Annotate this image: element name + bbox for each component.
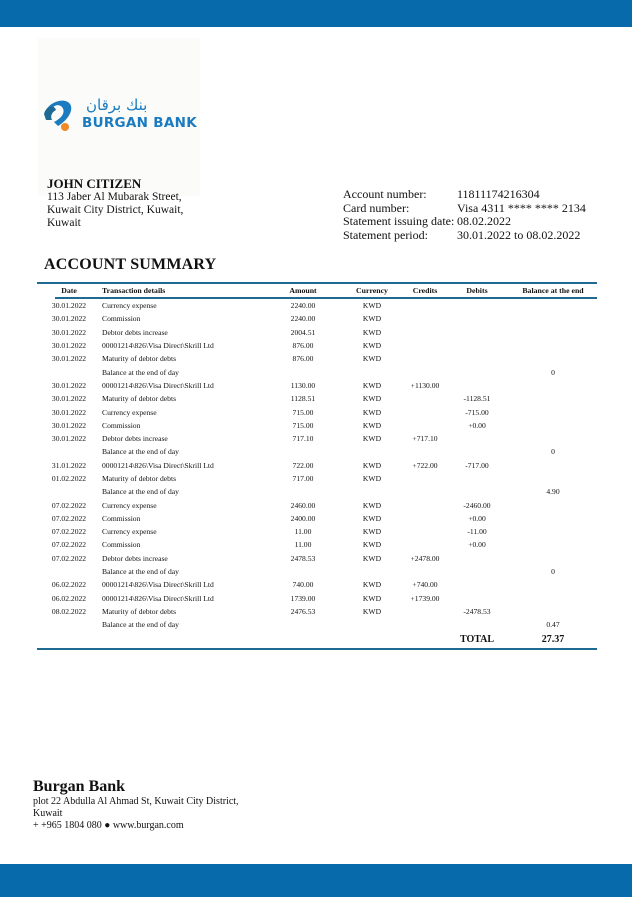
table-row bbox=[37, 472, 597, 485]
cell-credit: +2478.00 bbox=[410, 553, 440, 563]
account-summary-title: ACCOUNT SUMMARY bbox=[44, 256, 217, 273]
cell-date: 30.01.2022 bbox=[51, 407, 87, 417]
cell-date bbox=[37, 365, 101, 378]
cell-credit: +717.10 bbox=[412, 434, 438, 444]
burgan-logo-icon bbox=[42, 96, 78, 134]
cell-debit: -11.00 bbox=[467, 527, 487, 537]
cell-credit bbox=[405, 312, 445, 325]
table-row bbox=[37, 339, 597, 352]
cell-details: Balance at the end of day bbox=[102, 487, 179, 497]
table-row bbox=[37, 419, 597, 432]
cell-details: Commission bbox=[102, 420, 141, 430]
issuing-date-value: 08.02.2022 bbox=[457, 214, 511, 228]
cell-currency: KWD bbox=[362, 341, 382, 351]
footer-bank-name: Burgan Bank bbox=[33, 778, 126, 795]
statement-period-value: 30.01.2022 to 08.02.2022 bbox=[457, 227, 581, 242]
logo-arabic-text: بنك برقان bbox=[86, 96, 148, 114]
cell-balance bbox=[509, 459, 597, 472]
customer-block bbox=[47, 177, 183, 230]
cell-currency: KWD bbox=[362, 354, 382, 364]
cell-credit bbox=[405, 538, 445, 551]
cell-balance bbox=[509, 405, 597, 418]
transactions-table bbox=[37, 282, 597, 650]
cell-details: Commission bbox=[102, 513, 141, 523]
cell-credit bbox=[405, 299, 445, 312]
table-row bbox=[37, 352, 597, 365]
cell-balance bbox=[509, 512, 597, 525]
cell-credit bbox=[405, 498, 445, 511]
cell-details: 00001214\826\Visa Direct\Skrill Ltd bbox=[102, 580, 214, 590]
cell-debit: -715.00 bbox=[465, 407, 489, 417]
cell-date: 07.02.2022 bbox=[51, 540, 87, 550]
cell-balance bbox=[509, 299, 597, 312]
cell-balance bbox=[509, 392, 597, 405]
cell-date: 30.01.2022 bbox=[51, 354, 87, 364]
cell-debit bbox=[445, 365, 509, 378]
cell-debit: +0.00 bbox=[468, 540, 486, 550]
cell-details: Balance at the end of day bbox=[102, 367, 179, 377]
cell-details: Balance at the end of day bbox=[102, 620, 179, 630]
header-debits: Debits bbox=[466, 286, 488, 295]
cell-balance: 4.90 bbox=[546, 487, 560, 497]
bottom-footer-bar bbox=[0, 864, 632, 897]
cell-debit: -2478.53 bbox=[463, 606, 491, 616]
cell-balance: 0.47 bbox=[546, 620, 560, 630]
cell-date: 06.02.2022 bbox=[51, 593, 87, 603]
cell-credit: +722.00 bbox=[412, 460, 438, 470]
cell-debit: +0.00 bbox=[468, 513, 486, 523]
cell-details: Maturity of debtor debts bbox=[102, 606, 177, 616]
card-number-value: Visa 4311 **** **** 2134 bbox=[457, 200, 586, 215]
cell-debit bbox=[445, 432, 509, 445]
cell-date: 07.02.2022 bbox=[51, 527, 87, 537]
cell-details: Currency expense bbox=[102, 407, 157, 417]
footer-block bbox=[33, 778, 239, 832]
cell-debit bbox=[445, 312, 509, 325]
total-row bbox=[37, 631, 597, 647]
cell-date bbox=[37, 445, 101, 458]
cell-credit bbox=[405, 352, 445, 365]
balance-row bbox=[37, 618, 597, 631]
cell-debit bbox=[445, 565, 509, 578]
cell-amount: 2240.00 bbox=[290, 314, 316, 324]
cell-balance bbox=[509, 472, 597, 485]
header-credits: Credits bbox=[412, 286, 438, 295]
cell-currency: KWD bbox=[362, 380, 382, 390]
cell-details: 00001214\826\Visa Direct\Skrill Ltd bbox=[102, 341, 214, 351]
cell-credit bbox=[405, 512, 445, 525]
cell-details: Debtor debts increase bbox=[102, 553, 168, 563]
cell-balance bbox=[509, 419, 597, 432]
cell-amount: 2400.00 bbox=[290, 513, 316, 523]
cell-details: Commission bbox=[102, 314, 141, 324]
issuing-date-row bbox=[343, 215, 586, 229]
customer-address-line3: Kuwait bbox=[47, 217, 81, 229]
cell-details: Maturity of debtor debts bbox=[102, 394, 177, 404]
cell-amount: 1739.00 bbox=[290, 593, 316, 603]
cell-currency: KWD bbox=[362, 513, 382, 523]
cell-balance bbox=[509, 432, 597, 445]
customer-address-line2: Kuwait City District, Kuwait, bbox=[47, 204, 184, 216]
account-info bbox=[343, 188, 586, 242]
cell-debit bbox=[445, 472, 509, 485]
cell-credit bbox=[405, 445, 445, 458]
cell-date: 30.01.2022 bbox=[51, 380, 87, 390]
cell-balance bbox=[509, 379, 597, 392]
footer-address-line2: Kuwait bbox=[33, 808, 63, 819]
cell-currency: KWD bbox=[362, 434, 382, 444]
cell-balance bbox=[509, 339, 597, 352]
balance-row bbox=[37, 485, 597, 498]
cell-details: Balance at the end of day bbox=[102, 447, 179, 457]
cell-balance bbox=[509, 525, 597, 538]
statement-period-label: Statement period: bbox=[343, 227, 428, 242]
cell-details: 00001214\826\Visa Direct\Skrill Ltd bbox=[102, 593, 214, 603]
cell-amount: 2478.53 bbox=[290, 553, 316, 563]
header-amount: Amount bbox=[289, 286, 317, 295]
customer-address-line1: 113 Jaber Al Mubarak Street, bbox=[47, 191, 182, 203]
cell-debit bbox=[445, 592, 509, 605]
cell-balance bbox=[509, 592, 597, 605]
cell-currency bbox=[339, 565, 405, 578]
account-number-label: Account number: bbox=[343, 187, 427, 201]
cell-debit: +0.00 bbox=[468, 420, 486, 430]
table-row bbox=[37, 379, 597, 392]
cell-amount: 876.00 bbox=[292, 354, 314, 364]
table-row bbox=[37, 578, 597, 591]
table-row bbox=[37, 405, 597, 418]
cell-date: 30.01.2022 bbox=[51, 434, 87, 444]
cell-date bbox=[37, 565, 101, 578]
cell-currency: KWD bbox=[362, 407, 382, 417]
cell-amount bbox=[267, 565, 339, 578]
cell-currency: KWD bbox=[362, 527, 382, 537]
cell-date: 30.01.2022 bbox=[51, 341, 87, 351]
cell-credit bbox=[405, 392, 445, 405]
table-row bbox=[37, 432, 597, 445]
cell-balance bbox=[509, 352, 597, 365]
cell-amount: 2476.53 bbox=[290, 606, 316, 616]
cell-credit bbox=[405, 485, 445, 498]
cell-amount: 1130.00 bbox=[290, 380, 316, 390]
footer-contact: + +965 1804 080 ● www.burgan.com bbox=[33, 820, 184, 831]
cell-balance bbox=[509, 578, 597, 591]
table-row bbox=[37, 312, 597, 325]
cell-amount bbox=[267, 485, 339, 498]
cell-details: Debtor debts increase bbox=[102, 327, 168, 337]
cell-currency: KWD bbox=[362, 394, 382, 404]
cell-balance bbox=[509, 538, 597, 551]
cell-balance bbox=[509, 326, 597, 339]
issuing-date-label: Statement issuing date: bbox=[343, 214, 455, 228]
cell-currency: KWD bbox=[362, 606, 382, 616]
cell-date: 30.01.2022 bbox=[51, 420, 87, 430]
header-details: Transaction details bbox=[102, 286, 166, 295]
cell-details: Maturity of debtor debts bbox=[102, 354, 177, 364]
cell-balance: 0 bbox=[551, 567, 555, 577]
cell-details: Balance at the end of day bbox=[102, 567, 179, 577]
cell-date bbox=[37, 485, 101, 498]
customer-name: JOHN CITIZEN bbox=[47, 176, 142, 191]
cell-date: 07.02.2022 bbox=[51, 553, 87, 563]
cell-debit bbox=[445, 618, 509, 631]
cell-currency: KWD bbox=[362, 420, 382, 430]
cell-amount: 2004.51 bbox=[290, 327, 316, 337]
cell-amount: 2460.00 bbox=[290, 500, 316, 510]
cell-amount: 1128.51 bbox=[290, 394, 316, 404]
cell-currency: KWD bbox=[362, 580, 382, 590]
cell-debit bbox=[445, 339, 509, 352]
cell-currency bbox=[339, 618, 405, 631]
cell-credit bbox=[405, 326, 445, 339]
cell-debit: -717.00 bbox=[465, 460, 489, 470]
cell-date: 07.02.2022 bbox=[51, 513, 87, 523]
cell-amount bbox=[267, 445, 339, 458]
logo-english-text: BURGAN BANK bbox=[82, 115, 197, 131]
header-currency: Currency bbox=[356, 286, 388, 295]
cell-details: Debtor debts increase bbox=[102, 434, 168, 444]
balance-row bbox=[37, 565, 597, 578]
table-row bbox=[37, 299, 597, 312]
cell-date: 01.02.2022 bbox=[51, 474, 87, 483]
account-number-value: 11811174216304 bbox=[457, 187, 540, 201]
cell-amount: 740.00 bbox=[292, 580, 314, 590]
cell-balance: 0 bbox=[551, 367, 555, 377]
cell-credit: +1130.00 bbox=[410, 380, 440, 390]
cell-currency: KWD bbox=[362, 540, 382, 550]
cell-amount: 876.00 bbox=[292, 341, 314, 351]
table-row bbox=[37, 392, 597, 405]
cell-debit bbox=[445, 379, 509, 392]
cell-details: Commission bbox=[102, 540, 141, 550]
cell-date: 31.01.2022 bbox=[51, 460, 87, 470]
cell-details: Currency expense bbox=[102, 301, 157, 311]
cell-date: 30.01.2022 bbox=[51, 314, 87, 324]
cell-debit bbox=[445, 578, 509, 591]
burgan-bank-logo bbox=[42, 96, 202, 134]
balance-row bbox=[37, 365, 597, 378]
cell-details: 00001214\826\Visa Direct\Skrill Ltd bbox=[102, 460, 214, 470]
cell-currency: KWD bbox=[362, 460, 382, 470]
cell-details: 00001214\826\Visa Direct\Skrill Ltd bbox=[102, 380, 214, 390]
cell-date: 06.02.2022 bbox=[51, 580, 87, 590]
cell-date: 07.02.2022 bbox=[51, 500, 87, 510]
card-number-label: Card number: bbox=[343, 200, 410, 215]
cell-credit bbox=[405, 472, 445, 485]
table-row bbox=[37, 525, 597, 538]
statement-period-row bbox=[343, 229, 586, 243]
cell-amount: 2240.00 bbox=[290, 301, 316, 311]
cell-details: Maturity of debtor debts bbox=[102, 474, 177, 483]
balance-row bbox=[37, 445, 597, 458]
cell-amount: 717.10 bbox=[292, 434, 314, 444]
cell-currency: KWD bbox=[362, 301, 382, 311]
cell-currency: KWD bbox=[362, 314, 382, 324]
cell-amount bbox=[267, 365, 339, 378]
cell-currency bbox=[339, 365, 405, 378]
cell-date bbox=[37, 618, 101, 631]
footer-address-line1: plot 22 Abdulla Al Ahmad St, Kuwait City District, bbox=[33, 796, 239, 807]
cell-amount: 722.00 bbox=[292, 460, 314, 470]
cell-details: Currency expense bbox=[102, 527, 157, 537]
cell-date: 30.01.2022 bbox=[51, 301, 87, 311]
cell-debit bbox=[445, 326, 509, 339]
table-header-row bbox=[37, 284, 597, 297]
cell-credit bbox=[405, 525, 445, 538]
cell-debit bbox=[445, 352, 509, 365]
table-row bbox=[37, 512, 597, 525]
total-label: TOTAL bbox=[459, 633, 495, 645]
top-header-bar bbox=[0, 0, 632, 27]
cell-balance bbox=[509, 312, 597, 325]
cell-debit bbox=[445, 445, 509, 458]
cell-credit bbox=[405, 605, 445, 618]
cell-currency: KWD bbox=[362, 553, 382, 563]
header-date: Date bbox=[61, 286, 77, 295]
cell-balance bbox=[509, 552, 597, 565]
cell-date: 08.02.2022 bbox=[51, 606, 87, 616]
cell-balance: 0 bbox=[551, 447, 555, 457]
cell-date: 30.01.2022 bbox=[51, 394, 87, 404]
total-value: 27.37 bbox=[541, 633, 565, 645]
cell-currency bbox=[339, 445, 405, 458]
cell-debit bbox=[445, 299, 509, 312]
table-row bbox=[37, 498, 597, 511]
table-row bbox=[37, 459, 597, 472]
table-row bbox=[37, 552, 597, 565]
cell-credit bbox=[405, 405, 445, 418]
table-bottom-rule bbox=[37, 648, 597, 650]
table-row bbox=[37, 538, 597, 551]
cell-credit bbox=[405, 618, 445, 631]
account-number-row bbox=[343, 188, 586, 202]
cell-debit bbox=[445, 552, 509, 565]
cell-amount: 715.00 bbox=[292, 407, 314, 417]
table-row bbox=[37, 605, 597, 618]
cell-currency: KWD bbox=[362, 500, 382, 510]
cell-credit: +1739.00 bbox=[410, 593, 440, 603]
cell-balance bbox=[509, 605, 597, 618]
cell-credit bbox=[405, 365, 445, 378]
cell-details: Currency expense bbox=[102, 500, 157, 510]
cell-amount: 717.00 bbox=[292, 474, 314, 483]
cell-amount: 11.00 bbox=[294, 540, 312, 550]
header-balance: Balance at the end bbox=[522, 286, 584, 295]
cell-debit: -1128.51 bbox=[463, 394, 491, 404]
card-number-row bbox=[343, 202, 586, 216]
cell-date: 30.01.2022 bbox=[51, 327, 87, 337]
cell-credit bbox=[405, 565, 445, 578]
table-row bbox=[37, 592, 597, 605]
cell-currency: KWD bbox=[362, 327, 382, 337]
cell-debit: -2460.00 bbox=[463, 500, 491, 510]
cell-amount: 715.00 bbox=[292, 420, 314, 430]
cell-currency: KWD bbox=[362, 593, 382, 603]
cell-currency: KWD bbox=[362, 474, 382, 483]
table-row bbox=[37, 326, 597, 339]
table-body bbox=[37, 299, 597, 631]
cell-debit bbox=[445, 485, 509, 498]
cell-credit bbox=[405, 339, 445, 352]
cell-credit: +740.00 bbox=[412, 580, 438, 590]
cell-credit bbox=[405, 419, 445, 432]
cell-amount: 11.00 bbox=[294, 527, 312, 537]
cell-balance bbox=[509, 498, 597, 511]
cell-currency bbox=[339, 485, 405, 498]
cell-amount bbox=[267, 618, 339, 631]
